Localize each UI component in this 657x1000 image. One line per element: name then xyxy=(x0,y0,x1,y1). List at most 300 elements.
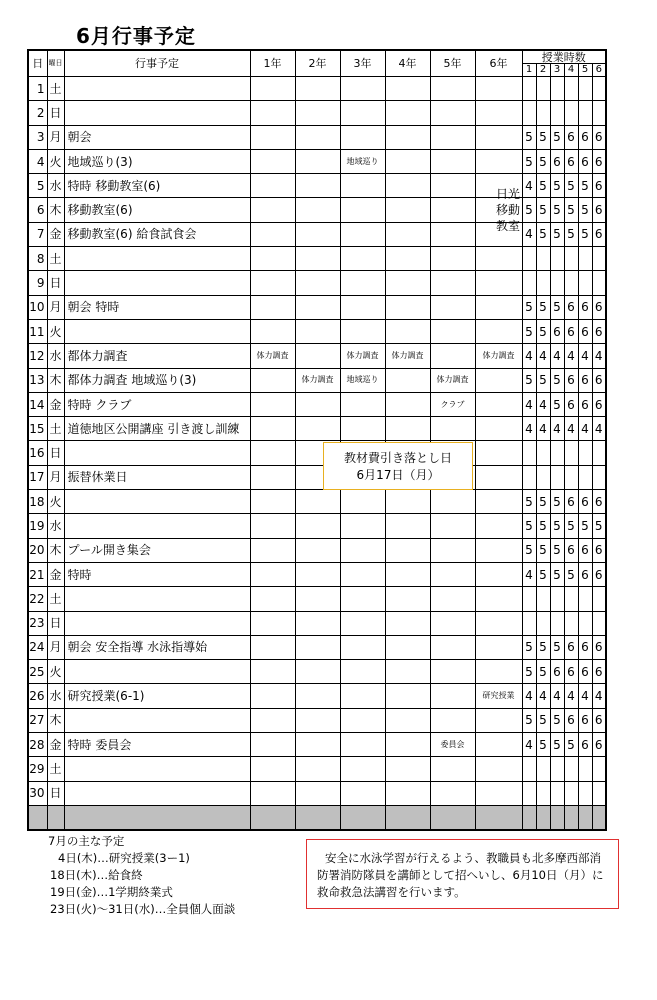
lesson-count-grade-1: 4 xyxy=(522,344,536,368)
lesson-count-grade-4 xyxy=(564,757,578,781)
day-number: 10 xyxy=(28,295,47,319)
event-cell xyxy=(64,781,250,805)
day-number: 15 xyxy=(28,417,47,441)
day-number: 29 xyxy=(28,757,47,781)
event-cell: 移動教室(6) xyxy=(64,198,250,222)
lesson-count-grade-4: 5 xyxy=(564,514,578,538)
lesson-count-grade-4: 6 xyxy=(564,708,578,732)
lesson-count-grade-2: 5 xyxy=(536,490,550,514)
lesson-count-grade-3: 5 xyxy=(550,635,564,659)
grade-2-cell xyxy=(295,417,340,441)
grade-1-cell: 体力調査 xyxy=(250,344,295,368)
grade-4-cell xyxy=(385,538,430,562)
schedule-row xyxy=(28,733,606,757)
lesson-count-grade-3: 5 xyxy=(550,392,564,416)
grade-1-cell xyxy=(250,295,295,319)
lesson-count-grade-3: 6 xyxy=(550,319,564,343)
footer-cell xyxy=(592,805,606,829)
grade-2-cell xyxy=(295,319,340,343)
lesson-count-grade-4 xyxy=(564,441,578,465)
day-of-week: 日 xyxy=(47,611,64,635)
grade-2-cell xyxy=(295,587,340,611)
grade-1-cell xyxy=(250,101,295,125)
lesson-count-grade-2 xyxy=(536,611,550,635)
lesson-count-grade-4: 5 xyxy=(564,198,578,222)
lesson-count-grade-4: 5 xyxy=(564,174,578,198)
lesson-count-grade-6: 6 xyxy=(592,198,606,222)
grade-1-cell xyxy=(250,562,295,586)
lesson-count-grade-4 xyxy=(564,247,578,271)
header-grade-1: 1年 xyxy=(250,50,295,77)
lesson-count-grade-6: 4 xyxy=(592,417,606,441)
grade-3-cell: 地域巡り xyxy=(340,149,385,173)
grade-3-cell xyxy=(340,611,385,635)
lesson-count-grade-3 xyxy=(550,757,564,781)
grade-6-cell xyxy=(475,757,522,781)
footer-row xyxy=(28,805,606,829)
schedule-row xyxy=(28,271,606,295)
footer-cell xyxy=(550,805,564,829)
lesson-count-grade-1 xyxy=(522,757,536,781)
header-lesson-1: 1 xyxy=(522,64,536,77)
day-of-week: 水 xyxy=(47,684,64,708)
lesson-count-grade-1: 5 xyxy=(522,708,536,732)
grade-1-cell xyxy=(250,417,295,441)
grade-6-cell xyxy=(475,781,522,805)
grade-3-cell xyxy=(340,319,385,343)
lesson-count-grade-3: 5 xyxy=(550,295,564,319)
lesson-count-grade-4 xyxy=(564,271,578,295)
day-number: 6 xyxy=(28,198,47,222)
schedule-row xyxy=(28,781,606,805)
event-cell: 特時 xyxy=(64,562,250,586)
lesson-count-grade-6: 6 xyxy=(592,125,606,149)
lesson-count-grade-5 xyxy=(578,587,592,611)
grade-4-cell xyxy=(385,368,430,392)
footer-cell xyxy=(430,805,475,829)
day-of-week: 土 xyxy=(47,587,64,611)
event-cell: 都体力調査 地域巡り(3) xyxy=(64,368,250,392)
event-cell xyxy=(64,271,250,295)
grade-3-cell xyxy=(340,392,385,416)
schedule-row xyxy=(28,441,606,465)
grade-4-cell xyxy=(385,222,430,246)
schedule-row xyxy=(28,125,606,149)
grade-1-cell xyxy=(250,465,295,489)
day-number: 5 xyxy=(28,174,47,198)
lesson-count-grade-1: 5 xyxy=(522,660,536,684)
lesson-count-grade-4 xyxy=(564,101,578,125)
lesson-count-grade-1: 5 xyxy=(522,319,536,343)
lesson-count-grade-5: 4 xyxy=(578,344,592,368)
grade-5-cell xyxy=(430,538,475,562)
lesson-count-grade-2 xyxy=(536,441,550,465)
grade-2-cell xyxy=(295,538,340,562)
day-of-week: 土 xyxy=(47,77,64,101)
grade-5-cell xyxy=(430,708,475,732)
lesson-count-grade-1 xyxy=(522,247,536,271)
lesson-count-grade-6: 5 xyxy=(592,514,606,538)
schedule-row xyxy=(28,319,606,343)
event-cell xyxy=(64,611,250,635)
lesson-count-grade-1: 5 xyxy=(522,635,536,659)
lesson-count-grade-3 xyxy=(550,465,564,489)
july-title: 7月の主な予定 xyxy=(48,834,125,848)
grade-5-cell xyxy=(430,77,475,101)
lesson-count-grade-5 xyxy=(578,781,592,805)
grade-5-cell: クラブ xyxy=(430,392,475,416)
day-of-week: 木 xyxy=(47,198,64,222)
header-lessons: 授業時数 xyxy=(522,50,606,64)
grade-6-cell xyxy=(475,125,522,149)
lesson-count-grade-5: 6 xyxy=(578,149,592,173)
lesson-count-grade-4 xyxy=(564,77,578,101)
event-cell: 地域巡り(3) xyxy=(64,149,250,173)
day-of-week: 火 xyxy=(47,319,64,343)
lesson-count-grade-4 xyxy=(564,465,578,489)
lesson-count-grade-2: 5 xyxy=(536,514,550,538)
schedule-row xyxy=(28,149,606,173)
event-cell: 研究授業(6-1) xyxy=(64,684,250,708)
schedule-row xyxy=(28,465,606,489)
grade-5-cell xyxy=(430,587,475,611)
day-of-week: 月 xyxy=(47,295,64,319)
grade-3-cell xyxy=(340,125,385,149)
lesson-count-grade-2 xyxy=(536,101,550,125)
lesson-count-grade-6 xyxy=(592,77,606,101)
lesson-count-grade-6 xyxy=(592,465,606,489)
grade-2-cell xyxy=(295,514,340,538)
grade-6-cell xyxy=(475,587,522,611)
lesson-count-grade-6: 6 xyxy=(592,660,606,684)
grade-3-cell xyxy=(340,174,385,198)
schedule-row xyxy=(28,635,606,659)
grade-3-cell xyxy=(340,77,385,101)
grade-2-cell xyxy=(295,271,340,295)
header-grade-6: 6年 xyxy=(475,50,522,77)
grade-1-cell xyxy=(250,392,295,416)
lesson-count-grade-3: 5 xyxy=(550,490,564,514)
lesson-count-grade-2: 5 xyxy=(536,660,550,684)
schedule-row xyxy=(28,101,606,125)
lesson-count-grade-2 xyxy=(536,271,550,295)
day-number: 8 xyxy=(28,247,47,271)
day-of-week: 土 xyxy=(47,417,64,441)
lesson-count-grade-4: 6 xyxy=(564,368,578,392)
grade-4-cell xyxy=(385,490,430,514)
lesson-count-grade-6: 6 xyxy=(592,490,606,514)
lesson-count-grade-4: 6 xyxy=(564,125,578,149)
grade-5-cell xyxy=(430,417,475,441)
lesson-count-grade-1: 5 xyxy=(522,490,536,514)
nikko-trip-note xyxy=(485,186,531,234)
header-dow: 曜日 xyxy=(47,50,64,77)
grade-3-cell xyxy=(340,247,385,271)
lesson-count-grade-4: 6 xyxy=(564,660,578,684)
lesson-count-grade-6: 6 xyxy=(592,392,606,416)
grade-4-cell xyxy=(385,77,430,101)
lesson-count-grade-3 xyxy=(550,101,564,125)
grade-1-cell xyxy=(250,222,295,246)
lesson-count-grade-1: 5 xyxy=(522,514,536,538)
lesson-count-grade-1: 4 xyxy=(522,417,536,441)
day-number: 12 xyxy=(28,344,47,368)
day-number: 7 xyxy=(28,222,47,246)
lesson-count-grade-5 xyxy=(578,247,592,271)
schedule-row xyxy=(28,392,606,416)
grade-3-cell xyxy=(340,514,385,538)
july-item: 4日(木)…研究授業(3ー1) xyxy=(58,851,190,865)
grade-4-cell xyxy=(385,271,430,295)
grade-1-cell xyxy=(250,635,295,659)
footer-cell xyxy=(578,805,592,829)
event-cell xyxy=(64,247,250,271)
grade-6-cell xyxy=(475,660,522,684)
nikko-line: 教室 xyxy=(495,219,520,233)
event-cell xyxy=(64,587,250,611)
grade-4-cell xyxy=(385,708,430,732)
day-number: 26 xyxy=(28,684,47,708)
schedule-row xyxy=(28,684,606,708)
footer-cell xyxy=(250,805,295,829)
lesson-count-grade-6 xyxy=(592,441,606,465)
footer-cell xyxy=(295,805,340,829)
footer-cell xyxy=(385,805,430,829)
lesson-count-grade-4: 6 xyxy=(564,538,578,562)
event-cell: 都体力調査 xyxy=(64,344,250,368)
day-number: 18 xyxy=(28,490,47,514)
lesson-count-grade-3 xyxy=(550,247,564,271)
grade-5-cell xyxy=(430,562,475,586)
lesson-count-grade-6: 6 xyxy=(592,538,606,562)
grade-1-cell xyxy=(250,441,295,465)
grade-1-cell xyxy=(250,174,295,198)
grade-6-cell xyxy=(475,562,522,586)
day-number: 16 xyxy=(28,441,47,465)
grade-3-cell xyxy=(340,295,385,319)
grade-3-cell xyxy=(340,538,385,562)
grade-6-cell xyxy=(475,295,522,319)
day-of-week: 月 xyxy=(47,465,64,489)
header-day: 日 xyxy=(28,50,47,77)
grade-6-cell xyxy=(475,368,522,392)
grade-1-cell xyxy=(250,757,295,781)
day-of-week: 火 xyxy=(47,490,64,514)
lesson-count-grade-1: 4 xyxy=(522,222,536,246)
day-of-week: 日 xyxy=(47,781,64,805)
lesson-count-grade-4: 5 xyxy=(564,222,578,246)
lesson-count-grade-2: 4 xyxy=(536,417,550,441)
grade-1-cell xyxy=(250,125,295,149)
grade-4-cell xyxy=(385,174,430,198)
grade-3-cell xyxy=(340,635,385,659)
lesson-count-grade-2 xyxy=(536,587,550,611)
grade-2-cell xyxy=(295,295,340,319)
lesson-count-grade-6 xyxy=(592,757,606,781)
day-of-week: 木 xyxy=(47,538,64,562)
lesson-count-grade-5: 4 xyxy=(578,417,592,441)
lesson-count-grade-2 xyxy=(536,247,550,271)
grade-2-cell xyxy=(295,222,340,246)
lesson-count-grade-5 xyxy=(578,101,592,125)
lesson-count-grade-4: 5 xyxy=(564,562,578,586)
lesson-count-grade-4: 4 xyxy=(564,417,578,441)
grade-1-cell xyxy=(250,319,295,343)
grade-5-cell xyxy=(430,344,475,368)
grade-1-cell xyxy=(250,684,295,708)
lesson-count-grade-4: 6 xyxy=(564,319,578,343)
lesson-count-grade-1: 4 xyxy=(522,684,536,708)
event-cell: 朝会 安全指導 水泳指導始 xyxy=(64,635,250,659)
day-of-week: 水 xyxy=(47,174,64,198)
lesson-count-grade-3: 5 xyxy=(550,125,564,149)
lesson-count-grade-2: 5 xyxy=(536,538,550,562)
lesson-count-grade-3 xyxy=(550,77,564,101)
day-number: 24 xyxy=(28,635,47,659)
lesson-count-grade-4: 6 xyxy=(564,295,578,319)
day-of-week: 水 xyxy=(47,514,64,538)
grade-3-cell xyxy=(340,490,385,514)
lesson-count-grade-3: 5 xyxy=(550,538,564,562)
lesson-count-grade-6: 6 xyxy=(592,562,606,586)
grade-6-cell xyxy=(475,635,522,659)
lesson-count-grade-3: 5 xyxy=(550,733,564,757)
day-of-week: 火 xyxy=(47,149,64,173)
lesson-count-grade-5: 6 xyxy=(578,660,592,684)
lesson-count-grade-4 xyxy=(564,587,578,611)
grade-3-cell xyxy=(340,222,385,246)
grade-2-cell xyxy=(295,125,340,149)
header-lesson-2: 2 xyxy=(536,64,550,77)
day-number: 17 xyxy=(28,465,47,489)
grade-3-cell xyxy=(340,562,385,586)
grade-4-cell xyxy=(385,781,430,805)
lesson-count-grade-1 xyxy=(522,271,536,295)
lesson-count-grade-3 xyxy=(550,441,564,465)
schedule-row xyxy=(28,295,606,319)
schedule-row xyxy=(28,247,606,271)
lesson-count-grade-6 xyxy=(592,611,606,635)
event-cell: 特時 委員会 xyxy=(64,733,250,757)
grade-4-cell xyxy=(385,247,430,271)
lesson-count-grade-6: 6 xyxy=(592,319,606,343)
lesson-count-grade-5: 5 xyxy=(578,174,592,198)
lesson-count-grade-3: 6 xyxy=(550,660,564,684)
grade-4-cell xyxy=(385,562,430,586)
schedule-row xyxy=(28,514,606,538)
grade-2-cell xyxy=(295,781,340,805)
day-number: 19 xyxy=(28,514,47,538)
lesson-count-grade-2: 5 xyxy=(536,295,550,319)
grade-3-cell xyxy=(340,660,385,684)
grade-6-cell xyxy=(475,465,522,489)
grade-6-cell xyxy=(475,708,522,732)
grade-6-cell xyxy=(475,77,522,101)
lesson-count-grade-3: 5 xyxy=(550,514,564,538)
grade-6-cell xyxy=(475,611,522,635)
grade-3-cell: 地域巡り xyxy=(340,368,385,392)
lesson-count-grade-5: 5 xyxy=(578,222,592,246)
grade-2-cell xyxy=(295,149,340,173)
grade-4-cell xyxy=(385,514,430,538)
lesson-count-grade-2: 4 xyxy=(536,392,550,416)
lesson-count-grade-6: 6 xyxy=(592,295,606,319)
header-grade-2: 2年 xyxy=(295,50,340,77)
grade-4-cell xyxy=(385,757,430,781)
grade-2-cell xyxy=(295,77,340,101)
grade-1-cell xyxy=(250,514,295,538)
fee-notice-box xyxy=(323,442,473,490)
event-cell xyxy=(64,441,250,465)
fee-notice-title: 教材費引き落とし日 xyxy=(343,451,452,465)
grade-2-cell xyxy=(295,708,340,732)
grade-5-cell: 委員会 xyxy=(430,733,475,757)
lesson-count-grade-6: 6 xyxy=(592,635,606,659)
lesson-count-grade-1: 5 xyxy=(522,538,536,562)
grade-3-cell xyxy=(340,708,385,732)
lesson-count-grade-3: 4 xyxy=(550,684,564,708)
grade-3-cell xyxy=(340,271,385,295)
lesson-count-grade-2: 5 xyxy=(536,149,550,173)
lesson-count-grade-5: 6 xyxy=(578,708,592,732)
grade-5-cell xyxy=(430,101,475,125)
grade-6-cell: 研究授業 xyxy=(475,684,522,708)
lesson-count-grade-3: 5 xyxy=(550,368,564,392)
grade-4-cell xyxy=(385,417,430,441)
grade-6-cell xyxy=(475,101,522,125)
grade-4-cell xyxy=(385,733,430,757)
day-number: 13 xyxy=(28,368,47,392)
schedule-row xyxy=(28,417,606,441)
grade-4-cell xyxy=(385,660,430,684)
day-number: 30 xyxy=(28,781,47,805)
footer-cell xyxy=(475,805,522,829)
day-of-week: 木 xyxy=(47,708,64,732)
grade-5-cell xyxy=(430,271,475,295)
grade-5-cell xyxy=(430,198,475,222)
lesson-count-grade-1 xyxy=(522,441,536,465)
footer-cell xyxy=(522,805,536,829)
event-cell: 移動教室(6) 給食試食会 xyxy=(64,222,250,246)
event-cell xyxy=(64,757,250,781)
lesson-count-grade-5: 6 xyxy=(578,125,592,149)
lesson-count-grade-2: 5 xyxy=(536,368,550,392)
lesson-count-grade-5: 6 xyxy=(578,295,592,319)
lesson-count-grade-6: 6 xyxy=(592,368,606,392)
schedule-row xyxy=(28,344,606,368)
fee-notice-date: 6月17日（月） xyxy=(356,468,440,482)
grade-4-cell xyxy=(385,295,430,319)
grade-4-cell xyxy=(385,125,430,149)
schedule-row xyxy=(28,757,606,781)
grade-6-cell xyxy=(475,514,522,538)
grade-2-cell xyxy=(295,247,340,271)
grade-1-cell xyxy=(250,271,295,295)
schedule-row xyxy=(28,611,606,635)
lesson-count-grade-4: 6 xyxy=(564,149,578,173)
day-of-week: 金 xyxy=(47,562,64,586)
grade-2-cell xyxy=(295,611,340,635)
july-item: 18日(木)…給食終 xyxy=(50,868,143,882)
lesson-count-grade-3 xyxy=(550,271,564,295)
lesson-count-grade-3: 5 xyxy=(550,708,564,732)
header-lesson-6: 6 xyxy=(592,64,606,77)
lesson-count-grade-1: 5 xyxy=(522,368,536,392)
event-cell: プール開き集会 xyxy=(64,538,250,562)
lesson-count-grade-2 xyxy=(536,77,550,101)
lesson-count-grade-4: 6 xyxy=(564,490,578,514)
lesson-count-grade-3: 4 xyxy=(550,417,564,441)
